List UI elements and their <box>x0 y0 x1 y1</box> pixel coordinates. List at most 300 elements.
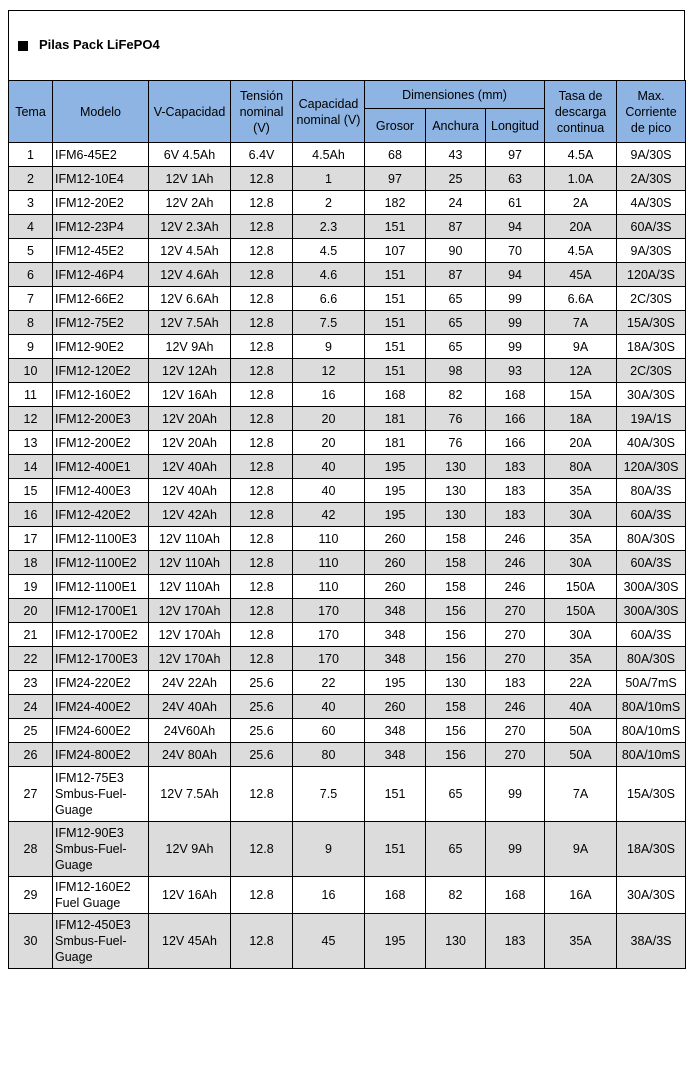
table-row <box>9 479 686 503</box>
table-row <box>9 599 686 623</box>
cell-tasa: 30A <box>545 503 617 527</box>
cell-tasa: 9A <box>545 335 617 359</box>
cell-longitud: 166 <box>486 407 545 431</box>
cell-modelo: IFM12-400E3 <box>53 479 149 503</box>
cell-v-capacidad: 12V 12Ah <box>149 359 231 383</box>
cell-longitud: 99 <box>486 311 545 335</box>
cell-capacidad: 12 <box>293 359 365 383</box>
cell-v-capacidad: 24V 22Ah <box>149 671 231 695</box>
cell-max-corriente: 9A/30S <box>617 239 686 263</box>
cell-capacidad: 7.5 <box>293 767 365 822</box>
cell-anchura: 76 <box>426 431 486 455</box>
cell-max-corriente: 9A/30S <box>617 143 686 167</box>
cell-anchura: 65 <box>426 822 486 877</box>
cell-max-corriente: 38A/3S <box>617 914 686 969</box>
cell-grosor: 151 <box>365 359 426 383</box>
cell-longitud: 270 <box>486 647 545 671</box>
cell-anchura: 65 <box>426 287 486 311</box>
cell-v-capacidad: 12V 170Ah <box>149 647 231 671</box>
cell-anchura: 130 <box>426 455 486 479</box>
cell-modelo: IFM12-420E2 <box>53 503 149 527</box>
cell-capacidad: 4.5 <box>293 239 365 263</box>
cell-anchura: 87 <box>426 263 486 287</box>
cell-tension: 12.8 <box>231 407 293 431</box>
cell-tasa: 20A <box>545 215 617 239</box>
cell-longitud: 246 <box>486 575 545 599</box>
cell-v-capacidad: 12V 7.5Ah <box>149 311 231 335</box>
table-row <box>9 575 686 599</box>
cell-modelo: IFM12-450E3 Smbus-Fuel-Guage <box>53 914 149 969</box>
header-max-corriente: Max. Corriente de pico <box>617 81 686 143</box>
cell-tasa: 150A <box>545 599 617 623</box>
cell-anchura: 156 <box>426 599 486 623</box>
cell-anchura: 130 <box>426 671 486 695</box>
cell-anchura: 87 <box>426 215 486 239</box>
cell-capacidad: 4.6 <box>293 263 365 287</box>
cell-max-corriente: 19A/1S <box>617 407 686 431</box>
cell-grosor: 348 <box>365 647 426 671</box>
cell-tasa: 20A <box>545 431 617 455</box>
cell-max-corriente: 40A/30S <box>617 431 686 455</box>
cell-tasa: 22A <box>545 671 617 695</box>
cell-tema: 6 <box>9 263 53 287</box>
cell-longitud: 97 <box>486 143 545 167</box>
cell-modelo: IFM12-1100E2 <box>53 551 149 575</box>
table-row <box>9 914 686 969</box>
table-row <box>9 647 686 671</box>
cell-grosor: 151 <box>365 287 426 311</box>
cell-modelo: IFM12-10E4 <box>53 167 149 191</box>
cell-longitud: 183 <box>486 914 545 969</box>
cell-anchura: 43 <box>426 143 486 167</box>
cell-anchura: 130 <box>426 479 486 503</box>
cell-longitud: 94 <box>486 263 545 287</box>
cell-modelo: IFM12-1700E2 <box>53 623 149 647</box>
cell-capacidad: 20 <box>293 431 365 455</box>
cell-longitud: 168 <box>486 383 545 407</box>
cell-v-capacidad: 12V 9Ah <box>149 335 231 359</box>
cell-grosor: 151 <box>365 822 426 877</box>
cell-longitud: 270 <box>486 599 545 623</box>
cell-max-corriente: 60A/3S <box>617 623 686 647</box>
cell-max-corriente: 30A/30S <box>617 383 686 407</box>
cell-tension: 12.8 <box>231 822 293 877</box>
cell-max-corriente: 300A/30S <box>617 599 686 623</box>
cell-capacidad: 110 <box>293 575 365 599</box>
cell-capacidad: 20 <box>293 407 365 431</box>
table-row <box>9 167 686 191</box>
cell-longitud: 94 <box>486 215 545 239</box>
cell-grosor: 195 <box>365 914 426 969</box>
cell-longitud: 99 <box>486 767 545 822</box>
cell-modelo: IFM12-46P4 <box>53 263 149 287</box>
cell-tension: 25.6 <box>231 695 293 719</box>
cell-tension: 12.8 <box>231 599 293 623</box>
cell-max-corriente: 2C/30S <box>617 287 686 311</box>
cell-modelo: IFM12-400E1 <box>53 455 149 479</box>
table-row <box>9 743 686 767</box>
cell-tema: 24 <box>9 695 53 719</box>
cell-tasa: 7A <box>545 311 617 335</box>
cell-anchura: 158 <box>426 575 486 599</box>
table-row <box>9 455 686 479</box>
cell-tension: 12.8 <box>231 215 293 239</box>
cell-longitud: 270 <box>486 743 545 767</box>
header-tema: Tema <box>9 81 53 143</box>
cell-tema: 17 <box>9 527 53 551</box>
cell-tema: 22 <box>9 647 53 671</box>
table-row <box>9 383 686 407</box>
cell-tension: 12.8 <box>231 455 293 479</box>
cell-max-corriente: 60A/3S <box>617 503 686 527</box>
cell-tema: 28 <box>9 822 53 877</box>
cell-modelo: IFM12-75E3 Smbus-Fuel-Guage <box>53 767 149 822</box>
cell-modelo: IFM12-1100E3 <box>53 527 149 551</box>
table-row <box>9 877 686 914</box>
cell-v-capacidad: 12V 2.3Ah <box>149 215 231 239</box>
cell-max-corriente: 30A/30S <box>617 877 686 914</box>
cell-tasa: 18A <box>545 407 617 431</box>
cell-tasa: 40A <box>545 695 617 719</box>
cell-tension: 6.4V <box>231 143 293 167</box>
cell-capacidad: 40 <box>293 455 365 479</box>
cell-v-capacidad: 12V 9Ah <box>149 822 231 877</box>
cell-tasa: 50A <box>545 743 617 767</box>
cell-tasa: 15A <box>545 383 617 407</box>
cell-v-capacidad: 12V 42Ah <box>149 503 231 527</box>
table-row <box>9 263 686 287</box>
cell-max-corriente: 50A/7mS <box>617 671 686 695</box>
cell-longitud: 99 <box>486 822 545 877</box>
cell-tension: 12.8 <box>231 287 293 311</box>
cell-grosor: 348 <box>365 719 426 743</box>
table-row <box>9 215 686 239</box>
cell-tension: 12.8 <box>231 239 293 263</box>
cell-v-capacidad: 12V 20Ah <box>149 407 231 431</box>
cell-tema: 1 <box>9 143 53 167</box>
table-row <box>9 311 686 335</box>
cell-v-capacidad: 12V 16Ah <box>149 383 231 407</box>
cell-v-capacidad: 12V 110Ah <box>149 527 231 551</box>
cell-tension: 12.8 <box>231 359 293 383</box>
cell-modelo: IFM12-1700E3 <box>53 647 149 671</box>
table-row <box>9 431 686 455</box>
cell-tema: 23 <box>9 671 53 695</box>
cell-max-corriente: 15A/30S <box>617 311 686 335</box>
cell-modelo: IFM24-600E2 <box>53 719 149 743</box>
cell-max-corriente: 2C/30S <box>617 359 686 383</box>
cell-grosor: 97 <box>365 167 426 191</box>
cell-modelo: IFM12-1700E1 <box>53 599 149 623</box>
cell-tension: 12.8 <box>231 767 293 822</box>
header-modelo: Modelo <box>53 81 149 143</box>
cell-tension: 12.8 <box>231 503 293 527</box>
cell-tasa: 35A <box>545 647 617 671</box>
cell-tasa: 2A <box>545 191 617 215</box>
cell-grosor: 107 <box>365 239 426 263</box>
header-anchura: Anchura <box>426 109 486 143</box>
cell-capacidad: 170 <box>293 623 365 647</box>
cell-max-corriente: 120A/30S <box>617 455 686 479</box>
cell-max-corriente: 80A/10mS <box>617 719 686 743</box>
cell-anchura: 65 <box>426 311 486 335</box>
cell-grosor: 151 <box>365 263 426 287</box>
cell-tema: 30 <box>9 914 53 969</box>
table-row <box>9 287 686 311</box>
cell-modelo: IFM12-45E2 <box>53 239 149 263</box>
cell-tension: 12.8 <box>231 263 293 287</box>
document <box>8 10 685 969</box>
cell-capacidad: 110 <box>293 551 365 575</box>
table-row <box>9 359 686 383</box>
cell-max-corriente: 15A/30S <box>617 767 686 822</box>
cell-modelo: IFM12-160E2 <box>53 383 149 407</box>
cell-tension: 12.8 <box>231 191 293 215</box>
table-row <box>9 822 686 877</box>
cell-tema: 14 <box>9 455 53 479</box>
cell-grosor: 151 <box>365 215 426 239</box>
cell-capacidad: 42 <box>293 503 365 527</box>
page-title: Pilas Pack LiFePO4 <box>39 37 160 52</box>
cell-max-corriente: 2A/30S <box>617 167 686 191</box>
cell-tension: 12.8 <box>231 877 293 914</box>
cell-longitud: 246 <box>486 551 545 575</box>
cell-grosor: 181 <box>365 431 426 455</box>
cell-grosor: 68 <box>365 143 426 167</box>
cell-tema: 19 <box>9 575 53 599</box>
cell-modelo: IFM12-75E2 <box>53 311 149 335</box>
cell-capacidad: 2 <box>293 191 365 215</box>
cell-v-capacidad: 12V 7.5Ah <box>149 767 231 822</box>
cell-max-corriente: 80A/3S <box>617 479 686 503</box>
cell-tension: 25.6 <box>231 719 293 743</box>
cell-grosor: 260 <box>365 575 426 599</box>
cell-tema: 29 <box>9 877 53 914</box>
cell-capacidad: 22 <box>293 671 365 695</box>
cell-anchura: 82 <box>426 877 486 914</box>
table-row <box>9 407 686 431</box>
cell-longitud: 246 <box>486 527 545 551</box>
cell-tema: 27 <box>9 767 53 822</box>
table-row <box>9 143 686 167</box>
table-row <box>9 671 686 695</box>
cell-longitud: 270 <box>486 719 545 743</box>
cell-grosor: 260 <box>365 527 426 551</box>
cell-v-capacidad: 12V 6.6Ah <box>149 287 231 311</box>
cell-tension: 12.8 <box>231 311 293 335</box>
cell-grosor: 168 <box>365 877 426 914</box>
cell-anchura: 98 <box>426 359 486 383</box>
cell-tension: 12.8 <box>231 551 293 575</box>
cell-capacidad: 16 <box>293 383 365 407</box>
cell-modelo: IFM12-90E3 Smbus-Fuel-Guage <box>53 822 149 877</box>
cell-anchura: 90 <box>426 239 486 263</box>
cell-v-capacidad: 24V 40Ah <box>149 695 231 719</box>
cell-tema: 18 <box>9 551 53 575</box>
cell-v-capacidad: 12V 170Ah <box>149 623 231 647</box>
cell-longitud: 270 <box>486 623 545 647</box>
cell-longitud: 183 <box>486 671 545 695</box>
table-row <box>9 695 686 719</box>
cell-grosor: 181 <box>365 407 426 431</box>
cell-tasa: 12A <box>545 359 617 383</box>
cell-capacidad: 7.5 <box>293 311 365 335</box>
cell-longitud: 168 <box>486 877 545 914</box>
cell-longitud: 61 <box>486 191 545 215</box>
cell-max-corriente: 18A/30S <box>617 335 686 359</box>
cell-v-capacidad: 12V 110Ah <box>149 575 231 599</box>
cell-tema: 13 <box>9 431 53 455</box>
cell-grosor: 348 <box>365 743 426 767</box>
cell-tension: 25.6 <box>231 671 293 695</box>
cell-anchura: 24 <box>426 191 486 215</box>
cell-anchura: 156 <box>426 719 486 743</box>
cell-grosor: 151 <box>365 335 426 359</box>
cell-grosor: 168 <box>365 383 426 407</box>
battery-spec-table <box>8 80 686 969</box>
cell-tension: 12.8 <box>231 623 293 647</box>
cell-tema: 25 <box>9 719 53 743</box>
cell-anchura: 25 <box>426 167 486 191</box>
cell-longitud: 183 <box>486 479 545 503</box>
cell-max-corriente: 80A/30S <box>617 527 686 551</box>
cell-capacidad: 9 <box>293 822 365 877</box>
cell-v-capacidad: 12V 4.5Ah <box>149 239 231 263</box>
cell-modelo: IFM12-200E2 <box>53 431 149 455</box>
cell-tasa: 6.6A <box>545 287 617 311</box>
cell-longitud: 70 <box>486 239 545 263</box>
header-v-capacidad: V-Capacidad <box>149 81 231 143</box>
cell-tasa: 16A <box>545 877 617 914</box>
cell-tema: 11 <box>9 383 53 407</box>
cell-tema: 3 <box>9 191 53 215</box>
cell-tasa: 150A <box>545 575 617 599</box>
cell-anchura: 158 <box>426 527 486 551</box>
cell-tasa: 50A <box>545 719 617 743</box>
table-row <box>9 623 686 647</box>
cell-modelo: IFM24-400E2 <box>53 695 149 719</box>
cell-tasa: 9A <box>545 822 617 877</box>
table-row <box>9 239 686 263</box>
cell-capacidad: 170 <box>293 647 365 671</box>
cell-capacidad: 110 <box>293 527 365 551</box>
cell-capacidad: 60 <box>293 719 365 743</box>
cell-tension: 12.8 <box>231 647 293 671</box>
cell-capacidad: 9 <box>293 335 365 359</box>
cell-anchura: 130 <box>426 914 486 969</box>
cell-longitud: 183 <box>486 455 545 479</box>
cell-modelo: IFM12-20E2 <box>53 191 149 215</box>
cell-v-capacidad: 12V 170Ah <box>149 599 231 623</box>
cell-tema: 21 <box>9 623 53 647</box>
cell-tension: 12.8 <box>231 167 293 191</box>
cell-tasa: 35A <box>545 914 617 969</box>
cell-v-capacidad: 24V 80Ah <box>149 743 231 767</box>
cell-v-capacidad: 12V 40Ah <box>149 479 231 503</box>
cell-tension: 12.8 <box>231 914 293 969</box>
cell-modelo: IFM6-45E2 <box>53 143 149 167</box>
cell-tasa: 30A <box>545 551 617 575</box>
cell-modelo: IFM12-200E3 <box>53 407 149 431</box>
cell-v-capacidad: 12V 16Ah <box>149 877 231 914</box>
cell-grosor: 348 <box>365 623 426 647</box>
cell-tasa: 4.5A <box>545 239 617 263</box>
cell-tension: 12.8 <box>231 527 293 551</box>
cell-modelo: IFM24-800E2 <box>53 743 149 767</box>
cell-anchura: 130 <box>426 503 486 527</box>
cell-tema: 26 <box>9 743 53 767</box>
cell-tasa: 35A <box>545 479 617 503</box>
cell-grosor: 195 <box>365 671 426 695</box>
cell-grosor: 182 <box>365 191 426 215</box>
cell-tension: 12.8 <box>231 575 293 599</box>
cell-tasa: 45A <box>545 263 617 287</box>
cell-tasa: 4.5A <box>545 143 617 167</box>
cell-capacidad: 170 <box>293 599 365 623</box>
cell-v-capacidad: 12V 20Ah <box>149 431 231 455</box>
cell-longitud: 99 <box>486 335 545 359</box>
cell-tension: 12.8 <box>231 383 293 407</box>
cell-tema: 5 <box>9 239 53 263</box>
cell-capacidad: 4.5Ah <box>293 143 365 167</box>
cell-grosor: 151 <box>365 767 426 822</box>
cell-tema: 7 <box>9 287 53 311</box>
cell-capacidad: 2.3 <box>293 215 365 239</box>
table-row <box>9 767 686 822</box>
cell-max-corriente: 4A/30S <box>617 191 686 215</box>
cell-max-corriente: 80A/30S <box>617 647 686 671</box>
cell-tension: 12.8 <box>231 335 293 359</box>
table-row <box>9 335 686 359</box>
cell-tasa: 1.0A <box>545 167 617 191</box>
cell-capacidad: 6.6 <box>293 287 365 311</box>
cell-grosor: 348 <box>365 599 426 623</box>
header-tension: Tensión nominal (V) <box>231 81 293 143</box>
cell-anchura: 65 <box>426 335 486 359</box>
header-tasa: Tasa de descarga continua <box>545 81 617 143</box>
cell-modelo: IFM12-66E2 <box>53 287 149 311</box>
cell-v-capacidad: 12V 40Ah <box>149 455 231 479</box>
cell-anchura: 82 <box>426 383 486 407</box>
cell-tema: 15 <box>9 479 53 503</box>
cell-capacidad: 40 <box>293 695 365 719</box>
cell-tension: 25.6 <box>231 743 293 767</box>
cell-max-corriente: 300A/30S <box>617 575 686 599</box>
cell-anchura: 156 <box>426 623 486 647</box>
cell-anchura: 156 <box>426 647 486 671</box>
cell-modelo: IFM12-120E2 <box>53 359 149 383</box>
title-box <box>8 10 685 80</box>
cell-tension: 12.8 <box>231 479 293 503</box>
cell-modelo: IFM12-90E2 <box>53 335 149 359</box>
cell-tema: 12 <box>9 407 53 431</box>
cell-tema: 16 <box>9 503 53 527</box>
table-row <box>9 527 686 551</box>
cell-tema: 4 <box>9 215 53 239</box>
cell-tension: 12.8 <box>231 431 293 455</box>
cell-grosor: 195 <box>365 503 426 527</box>
cell-capacidad: 16 <box>293 877 365 914</box>
cell-modelo: IFM12-23P4 <box>53 215 149 239</box>
cell-capacidad: 1 <box>293 167 365 191</box>
cell-anchura: 158 <box>426 695 486 719</box>
cell-grosor: 195 <box>365 479 426 503</box>
cell-max-corriente: 60A/3S <box>617 551 686 575</box>
cell-tasa: 80A <box>545 455 617 479</box>
header-grosor: Grosor <box>365 109 426 143</box>
cell-max-corriente: 80A/10mS <box>617 695 686 719</box>
cell-capacidad: 40 <box>293 479 365 503</box>
